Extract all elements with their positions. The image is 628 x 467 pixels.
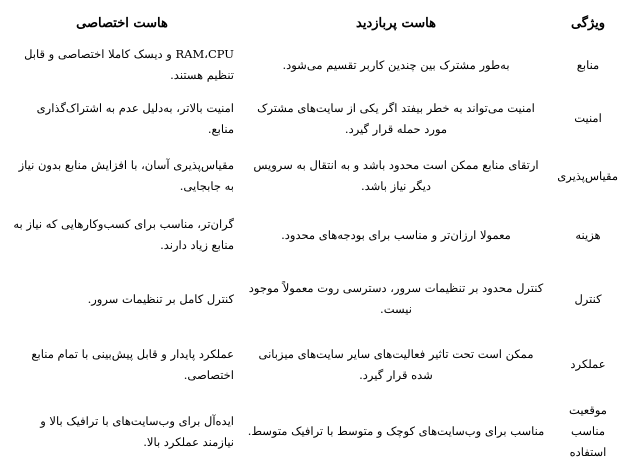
table-header-row bbox=[4, 6, 624, 40]
shared-hosting-cell: مناسب برای وب‌سایت‌های کوچک و متوسط با ترافیک متوسط. bbox=[247, 424, 545, 438]
dedicated-hosting-cell: امنیت بالاتر، به‌دلیل عدم به اشتراک‌گذاری منابع. bbox=[36, 100, 234, 136]
table-row bbox=[4, 396, 624, 467]
table-row bbox=[4, 90, 624, 147]
table-row bbox=[4, 333, 624, 396]
shared-hosting-cell: معمولا ارزان‌تر و مناسب برای بودجه‌های محدود. bbox=[281, 227, 511, 242]
dedicated-hosting-cell: عملکرد پایدار و قابل پیش‌بینی با تمام منابع اختصاصی. bbox=[31, 346, 234, 382]
shared-hosting-cell: کنترل محدود بر تنظیمات سرور، دسترسی روت معمولاً موجود نیست. bbox=[248, 281, 544, 316]
feature-cell: امنیت bbox=[574, 111, 602, 125]
dedicated-hosting-cell: ایده‌آل برای وب‌سایت‌های با ترافیک بالا و نیازمند عملکرد بالا. bbox=[40, 413, 234, 449]
dedicated-hosting-cell: کنترل کامل بر تنظیمات سرور. bbox=[87, 291, 234, 306]
dedicated-hosting-cell: RAM،CPU و دیسک کاملا اختصاصی و قابل تنظیم هستند. bbox=[24, 47, 234, 82]
header-feature: ویژگی bbox=[570, 15, 606, 31]
shared-hosting-cell: به‌طور مشترک بین چندین کاربر تقسیم می‌شود. bbox=[282, 57, 510, 72]
feature-cell: عملکرد bbox=[570, 357, 606, 371]
table-row bbox=[4, 265, 624, 333]
feature-cell: هزینه bbox=[575, 227, 601, 242]
feature-cell: منابع bbox=[576, 57, 600, 72]
shared-hosting-cell: امنیت می‌تواند به خطر بیفتد اگر یکی از سایت‌های مشترک مورد حمله قرار گیرد. bbox=[257, 100, 535, 136]
table-row bbox=[4, 147, 624, 205]
shared-hosting-cell: ممکن است تحت تاثیر فعالیت‌های سایر سایت‌های میزبانی شده قرار گیرد. bbox=[258, 346, 534, 382]
dedicated-hosting-cell: گران‌تر، مناسب برای کسب‌وکارهایی که نیاز به منابع زیاد دارند. bbox=[13, 217, 234, 252]
comparison-table bbox=[4, 6, 624, 467]
feature-cell: موقعیت مناسب استفاده bbox=[569, 403, 607, 459]
shared-hosting-cell: ارتقای منابع ممکن است محدود باشد و به انتقال به سرویس دیگر نیاز باشد. bbox=[253, 158, 539, 193]
table-row bbox=[4, 40, 624, 90]
header-shared-hosting: هاست پربازدید bbox=[356, 15, 436, 31]
table-row bbox=[4, 205, 624, 265]
header-dedicated-hosting: هاست اختصاصی bbox=[76, 15, 168, 31]
dedicated-hosting-cell: مقیاس‌پذیری آسان، با افزایش منابع بدون نیاز به جابجایی. bbox=[18, 158, 234, 193]
feature-cell: کنترل bbox=[574, 291, 602, 306]
feature-cell: مقیاس‌پذیری bbox=[557, 168, 618, 183]
